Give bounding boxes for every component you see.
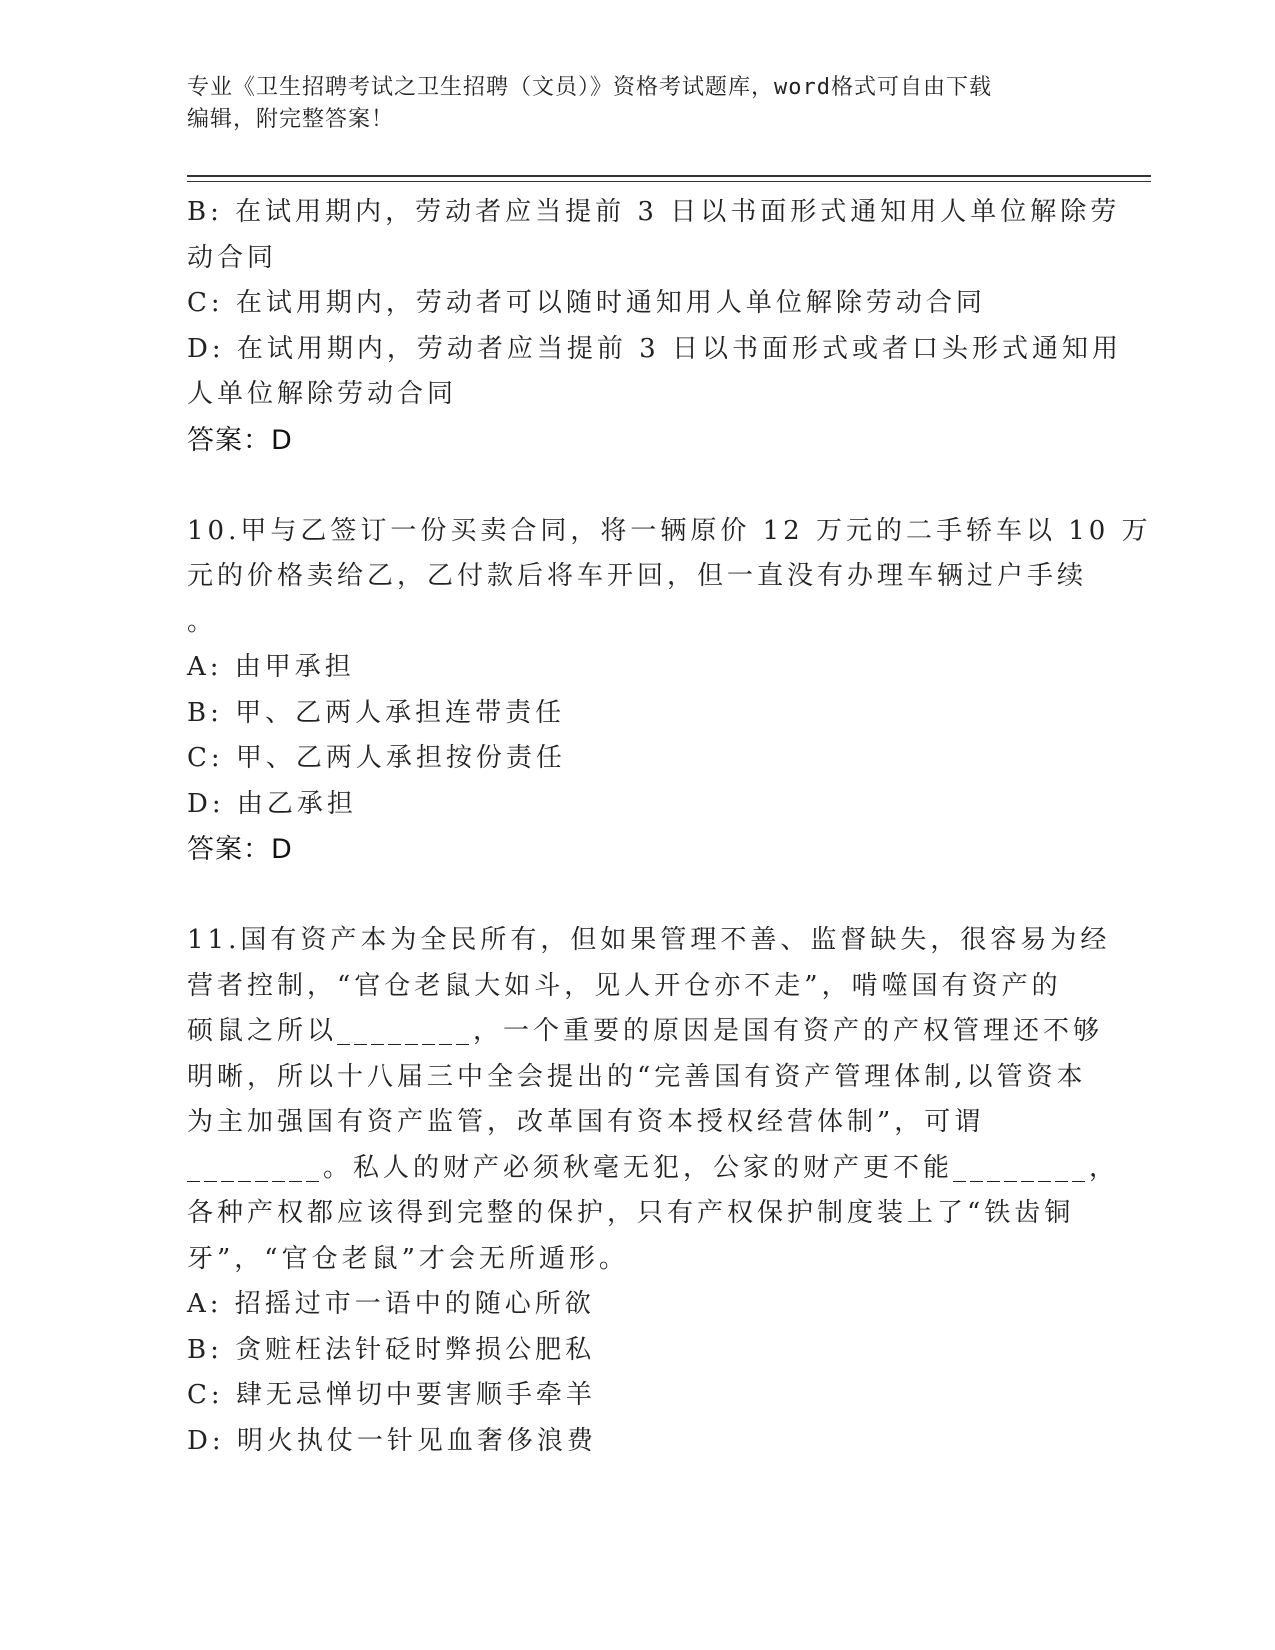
q9-option-b-line-2: 动合同 bbox=[187, 242, 278, 273]
q10-stem-line-1: 10.甲与乙签订一份买卖合同，将一辆原价 12 万元的二手轿车以 10 万 bbox=[187, 515, 1152, 546]
q11-option-a: A: 招摇过市一语中的随心所欲 bbox=[187, 1289, 595, 1319]
header-line-2: 编辑，附完整答案！ bbox=[187, 107, 395, 132]
q11-stem-line-8: 牙”，“官仓老鼠”才会无所遁形。 bbox=[187, 1243, 629, 1274]
q10-option-d: D: 由乙承担 bbox=[187, 788, 357, 819]
q11-stem-line-6: ________。私人的财产必须秋毫无犯，公家的财产更不能________， bbox=[187, 1152, 1120, 1183]
q10-answer: 答案：D bbox=[187, 834, 293, 865]
q9-answer: 答案：D bbox=[187, 424, 293, 456]
spacer bbox=[187, 873, 1067, 919]
q11-stem-line-7: 各种产权都应该得到完整的保护，只有产权保护制度装上了“铁齿铜 bbox=[187, 1198, 1075, 1228]
document-header bbox=[187, 72, 1067, 136]
q11-stem-line-5: 为主加强国有资产监管，改革国有资本授权经营体制”，可谓 bbox=[187, 1107, 985, 1137]
q11-option-b: B: 贪赃枉法针砭时弊损公肥私 bbox=[187, 1334, 596, 1365]
document-body bbox=[187, 190, 1152, 1464]
q11-stem-line-4: 明晰，所以十八届三中全会提出的“完善国有资产管理体制,以管资本 bbox=[187, 1061, 1087, 1092]
q10-option-a: A: 由甲承担 bbox=[187, 652, 355, 682]
q10-option-b: B: 甲、乙两人承担连带责任 bbox=[187, 697, 566, 728]
q9-option-c: C: 在试用期内，劳动者可以随时通知用人单位解除劳动合同 bbox=[187, 288, 986, 318]
q9-option-d-line-2: 人单位解除劳动合同 bbox=[187, 379, 458, 409]
q11-option-c: C: 肆无忌惮切中要害顺手牵羊 bbox=[187, 1380, 596, 1410]
question-10 bbox=[187, 509, 1152, 873]
header-divider-thick bbox=[187, 175, 1151, 177]
q9-option-d-line-1: D: 在试用期内，劳动者应当提前 3 日以书面形式或者口头形式通知用 bbox=[187, 333, 1122, 364]
header-divider-thin bbox=[187, 181, 1151, 182]
q10-stem-line-2: 元的价格卖给乙，乙付款后将车开回，但一直没有办理车辆过户手续 bbox=[187, 561, 1088, 591]
spacer bbox=[187, 463, 1067, 509]
q9-option-b-line-1: B: 在试用期内，劳动者应当提前 3 日以书面形式通知用人单位解除劳 bbox=[187, 197, 1121, 227]
q11-stem-line-3: 硕鼠之所以________，一个重要的原因是国有资产的产权管理还不够 bbox=[187, 1016, 1104, 1046]
q11-option-d: D: 明火执仗一针见血奢侈浪费 bbox=[187, 1425, 597, 1456]
question-9 bbox=[187, 190, 1122, 463]
q11-stem-line-2: 营者控制，“官仓老鼠大如斗，见人开仓亦不走”，啃噬国有资产的 bbox=[187, 970, 1062, 1001]
q10-option-c: C: 甲、乙两人承担按份责任 bbox=[187, 743, 566, 773]
question-11 bbox=[187, 918, 1120, 1464]
q10-stem-line-3: 。 bbox=[187, 606, 218, 637]
header-line-1: 专业《卫生招聘考试之卫生招聘（文员）》资格考试题库，word格式可自由下载 bbox=[187, 75, 992, 100]
q11-stem-line-1: 11.国有资产本为全民所有，但如果管理不善、监督缺失，很容易为经 bbox=[187, 925, 1111, 955]
